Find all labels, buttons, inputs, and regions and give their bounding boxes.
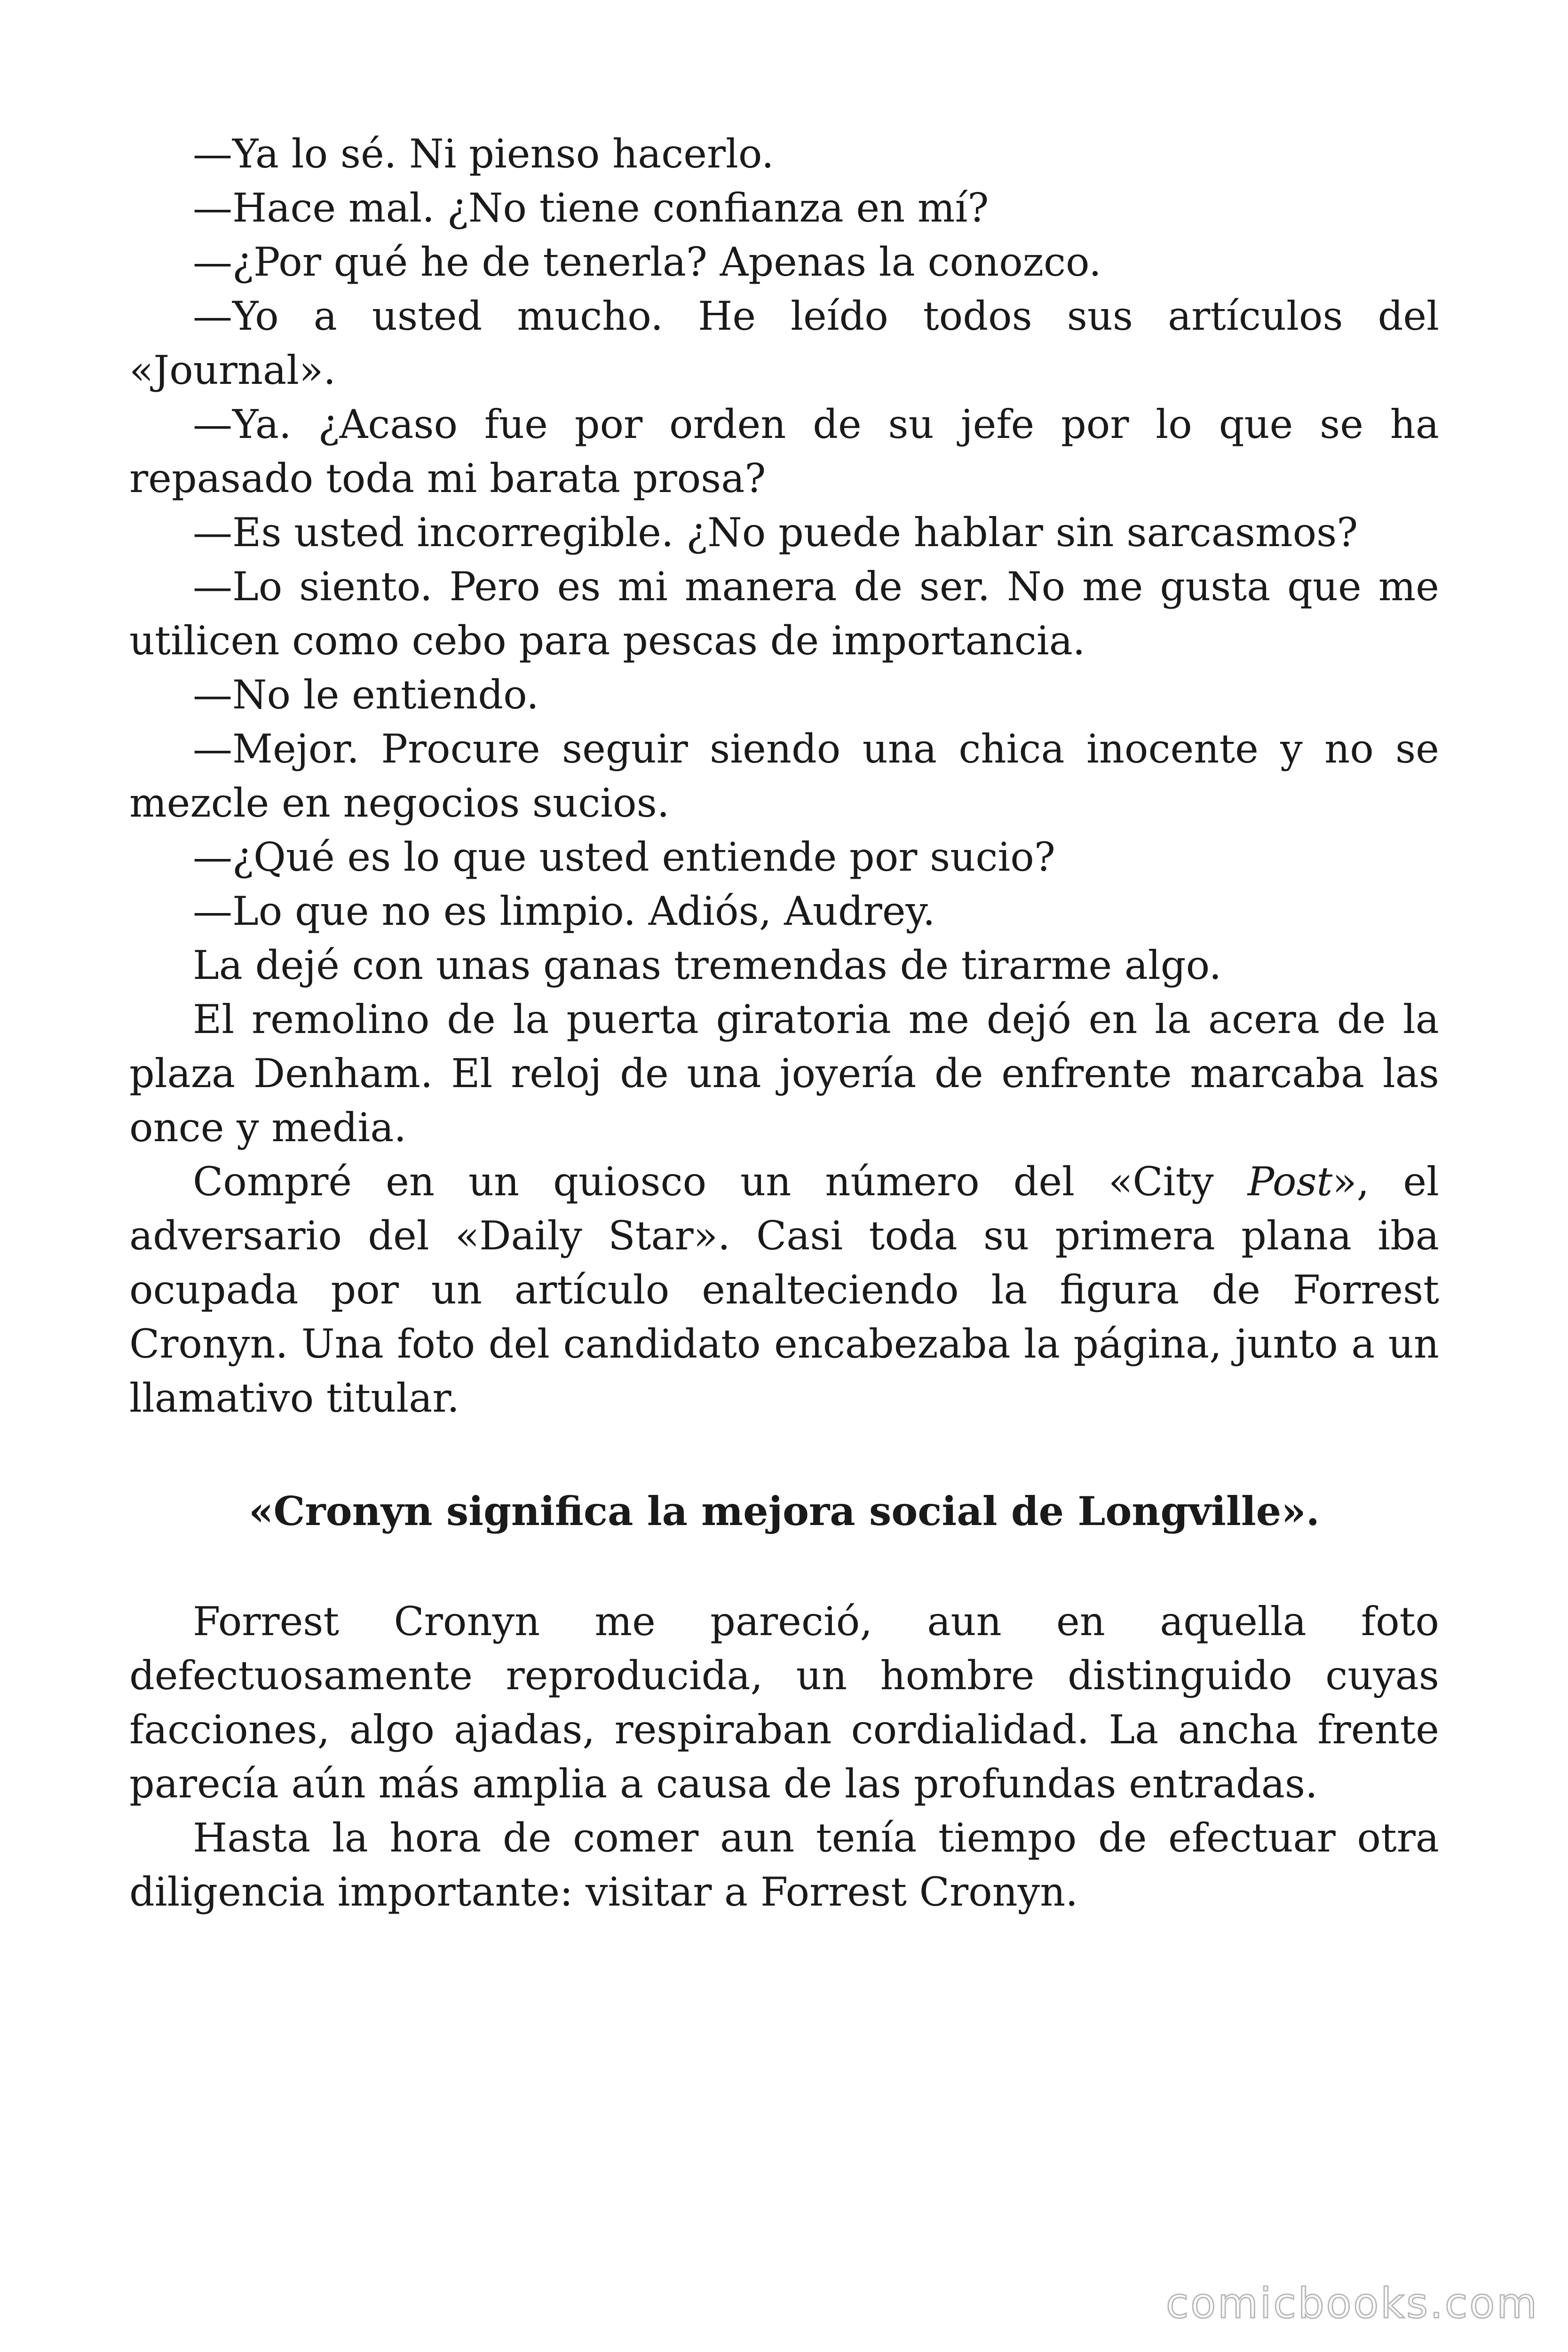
dialogue-line: —¿Por qué he de tenerla? Apenas la conozco. — [193, 239, 1101, 285]
watermark: comicbooks.com — [1165, 2279, 1539, 2328]
dialogue-line: —Es usted incorregible. ¿No puede hablar sin sarcasmos? — [193, 509, 1358, 556]
dialogue-line: —Yo a usted mucho. He leído todos sus artículos del «Journal». — [129, 293, 1439, 393]
dialogue-line: —No le entiendo. — [193, 672, 539, 718]
narrative-paragraph: El remolino de la puerta giratoria me dejó en la acera de la plaza Denham. El reloj de una joyería de enfrente marcaba las once y media. — [129, 996, 1439, 1151]
city-post-italic: Post — [1247, 1159, 1333, 1205]
narrative-paragraph: La dejé con unas ganas tremendas de tirarme algo. — [193, 942, 1222, 988]
city-post-paragraph — [129, 1155, 1439, 1425]
narrative-paragraph: Hasta la hora de comer aun tenía tiempo de efectuar otra diligencia importante: visitar a Forrest Cronyn. — [129, 1815, 1439, 1915]
dialogue-line: —¿Qué es lo que usted entiende por sucio? — [193, 834, 1055, 880]
dialogue-line: —Mejor. Procure seguir siendo una chica inocente y no se mezcle en negocios sucios. — [129, 726, 1439, 826]
book-page — [129, 127, 1439, 1919]
dialogue-line: —Ya. ¿Acaso fue por orden de su jefe por lo que se ha repasado toda mi barata prosa? — [129, 401, 1439, 501]
dialogue-line: —Lo siento. Pero es mi manera de ser. No me gusta que me utilicen como cebo para pescas de importancia. — [129, 564, 1439, 664]
newspaper-headline: «Cronyn significa la mejora social de Longville». — [249, 1488, 1320, 1534]
dialogue-line: —Hace mal. ¿No tiene confianza en mí? — [193, 185, 989, 231]
city-post-text-start: Compré en un quiosco un número del «City — [193, 1159, 1248, 1205]
dialogue-line: —Lo que no es limpio. Adiós, Audrey. — [193, 888, 935, 934]
narrative-paragraph: Forrest Cronyn me pareció, aun en aquella foto defectuosamente reproducida, un hombre distinguido cuyas facciones, algo ajadas, respiraban cordialidad. La ancha frente parecía aún más amplia a causa de las profundas entradas. — [129, 1598, 1439, 1807]
dialogue-line: —Ya lo sé. Ni pienso hacerlo. — [193, 131, 774, 177]
city-post-text-end: », el adversario del «Daily Star». Casi toda su primera plana iba ocupada por un artículo enalteciendo la figura de Forrest Cronyn. Una foto del candidato encabezaba la página, junto a un llamativo titular. — [129, 1159, 1439, 1421]
